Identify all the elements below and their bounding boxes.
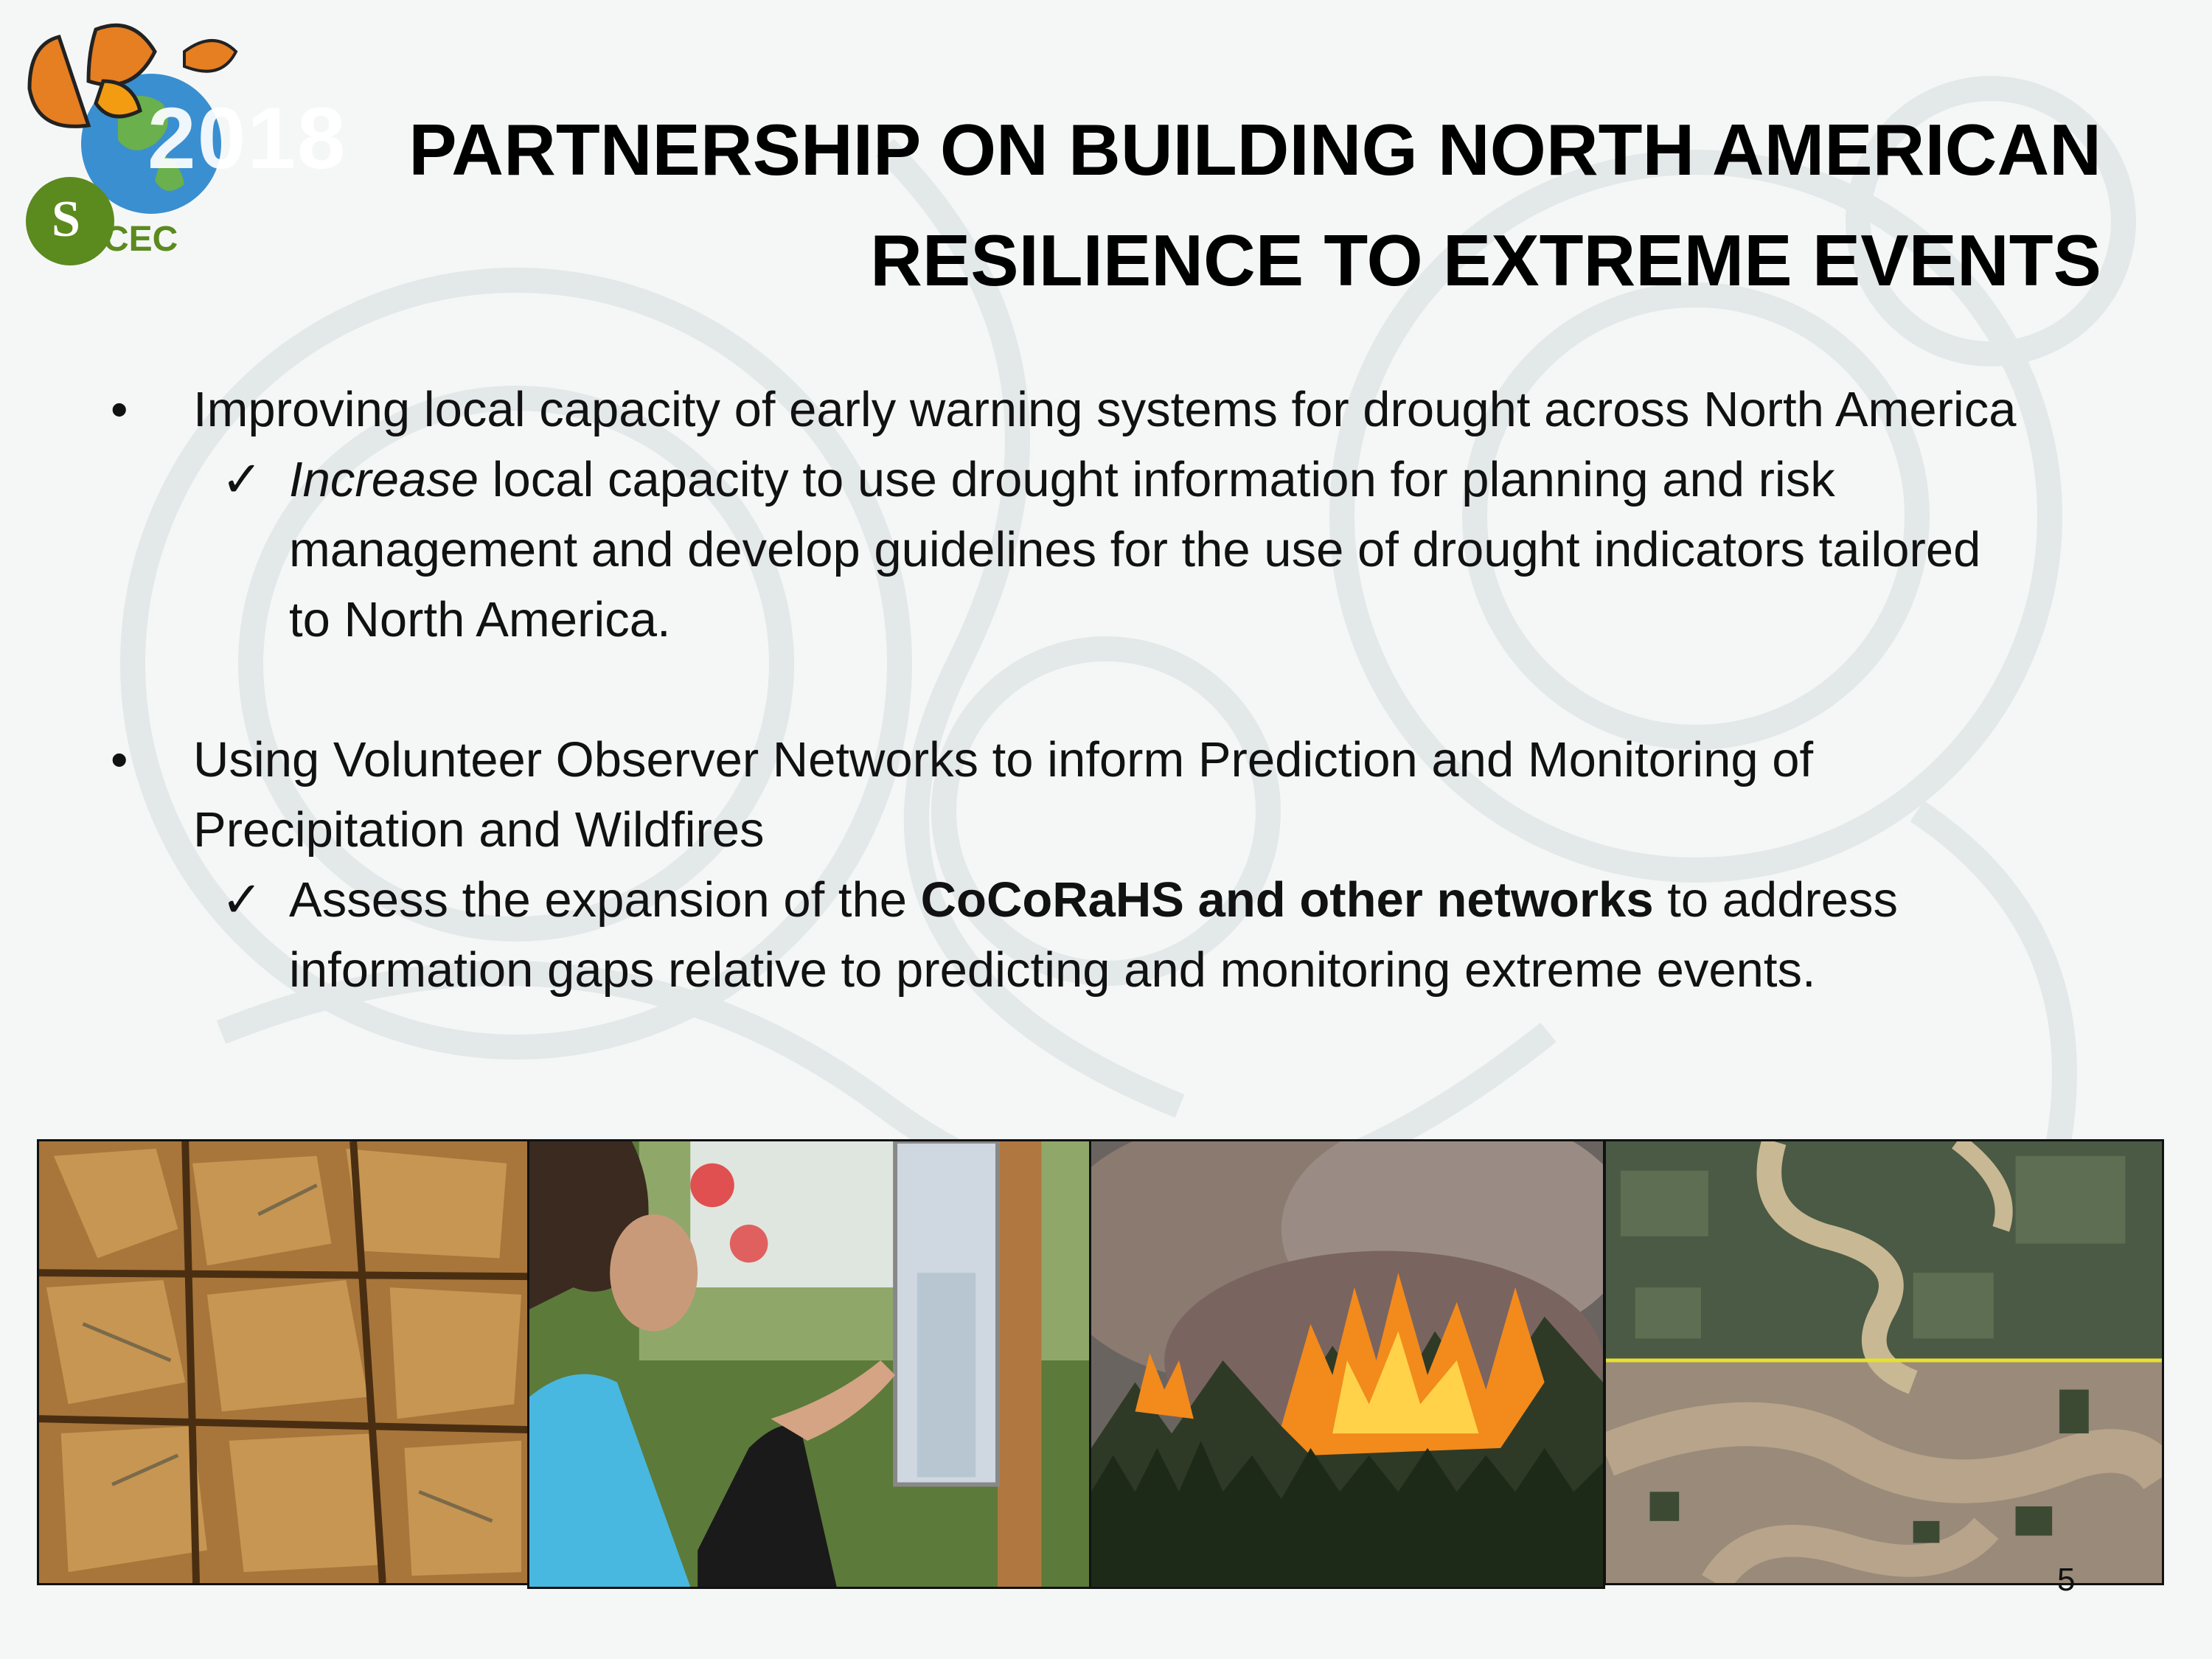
sub-item-1-text: local capacity to use drought information for planning and risk management and develop guidelines for the use of drought indicators tailored to North America. — [289, 452, 1981, 647]
photo-wildfire — [1089, 1139, 1605, 1589]
bullet-item-2 — [111, 725, 2028, 865]
checkmark-icon: ✓ — [221, 871, 263, 928]
sub-item-1 — [111, 445, 2028, 655]
bullet-item-1 — [111, 375, 2028, 445]
logo-year: 2018 — [147, 90, 347, 187]
svg-text:S: S — [52, 191, 80, 248]
title-line-2: RESILIENCE TO EXTREME EVENTS — [870, 220, 2101, 301]
page-number: 5 — [2057, 1562, 2076, 1598]
slide-title — [258, 94, 2101, 316]
slide-body — [111, 375, 2028, 1005]
photo-dry-soil — [37, 1139, 531, 1585]
sub-item-2-pre: Assess the expansion of the — [289, 872, 921, 928]
sub-item-1-italic: Increase — [289, 452, 479, 507]
sub-item-2-bold: CoCoRaHS and other networks — [920, 872, 1654, 928]
bullet-item-2-text: Using Volunteer Observer Networks to inform Prediction and Monitoring of Precipitation and Wildfires — [193, 732, 1814, 858]
title-line-1: PARTNERSHIP ON BUILDING NORTH AMERICAN — [408, 109, 2101, 190]
checkmark-icon: ✓ — [221, 451, 263, 508]
photo-flood-aerial — [1604, 1139, 2164, 1585]
photo-strip — [37, 1139, 2164, 1589]
bullet-icon: • — [111, 732, 128, 787]
photo-rain-gauge — [527, 1139, 1091, 1589]
bullet-item-1-text: Improving local capacity of early warning systems for drought across North America — [193, 382, 2017, 437]
sub-item-2-post: to address information gaps relative to predicting and monitoring extreme events. — [289, 872, 1899, 998]
sub-item-2 — [111, 865, 2028, 1005]
bullet-icon: • — [111, 382, 128, 437]
svg-text:CEC: CEC — [103, 220, 178, 259]
